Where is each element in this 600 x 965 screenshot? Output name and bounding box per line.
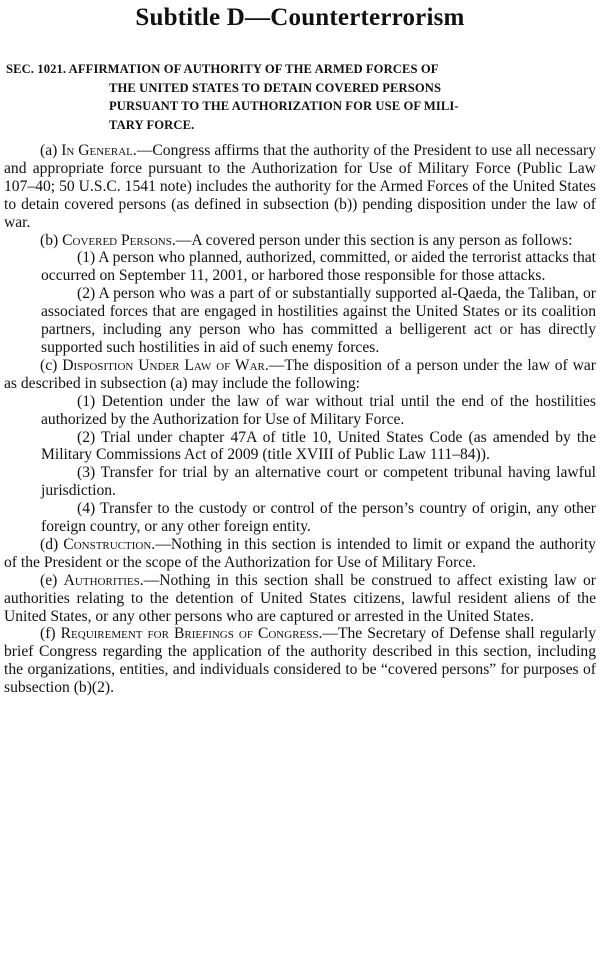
subsection-marker: (b)	[40, 231, 59, 249]
subsection-caption: Construction.	[63, 535, 156, 553]
paragraph-item: (2) A person who was a part of or substantially supported al-Qaeda, the Taliban, or associated forces that are engaged in hostilities against the United States or its coalition partners, including any person who has committed a belligerent act or has directly supported such hostilities in aid of such enemy forces.	[41, 285, 596, 356]
section-heading-line: THE UNITED STATES TO DETAIN COVERED PERSONS	[109, 80, 442, 95]
subtitle-heading: Subtitle D—Counterterrorism	[135, 4, 465, 31]
subsection-marker: (c)	[40, 356, 58, 374]
subsection-text: —A covered person under this section is any person as follows:	[175, 231, 573, 249]
subsection-d	[4, 536, 596, 572]
subsection-caption: Covered Persons.	[62, 231, 176, 249]
section-heading	[6, 60, 596, 134]
subsection-b	[4, 232, 596, 250]
paragraph-item: (4) Transfer to the custody or control of the person’s country of origin, any other foreign country, or any other foreign entity.	[41, 500, 596, 536]
subsection-caption: Requirement for Briefings of Congress.	[60, 625, 323, 643]
subsection-caption: In General.	[61, 142, 137, 159]
paragraph-item: (1) A person who planned, authorized, committed, or aided the terrorist attacks that occurred on September 11, 2001, or harbored those responsible for those attacks.	[41, 249, 596, 285]
subsection-c	[4, 357, 596, 393]
section-heading-line: SEC. 1021. AFFIRMATION OF AUTHORITY OF THE ARMED FORCES OF	[6, 62, 439, 76]
paragraph-item: (1) Detention under the law of war without trial until the end of the hostilities authorized by the Authorization for Use of Military Force.	[41, 392, 596, 428]
subsection-text: —Congress affirms that the authority of the President to use all necessary and appropriate force pursuant to the Authorization for Use of Military Force (Public Law 107–40; 50 U.S.C. 1541 note) includes the authority for the Armed Forces of the United States to detain covered persons (as defined in subsection (b)) pending disposition under the law of war.	[4, 142, 597, 231]
subsection-marker: (f)	[40, 625, 56, 643]
subsection-text: —Nothing in this section shall be construed to affect existing law or authorities relating to the detention of United States citizens, lawful resident aliens of the United States, or any other persons who are captured or arrested in the United States.	[4, 571, 596, 625]
subsection-marker: (a)	[40, 142, 58, 159]
section-body	[4, 142, 596, 697]
section-heading-line: PURSUANT TO THE AUTHORIZATION FOR USE OF MILI-	[109, 99, 459, 113]
paragraph-item: (2) Trial under chapter 47A of title 10, United States Code (as amended by the Military Commissions Act of 2009 (title XVIII of Public Law 111–84)).	[41, 428, 596, 464]
subsection-marker: (d)	[40, 535, 59, 553]
subsection-caption: Authorities.	[63, 571, 144, 589]
section-heading-line: TARY FORCE.	[109, 117, 195, 132]
subsection-text: —The Secretary of Defense shall regularly brief Congress regarding the application of the authority described in this section, including the organizations, entities, and individuals considered to be “covered persons” for purposes of subsection (b)(2).	[4, 625, 597, 697]
subsection-a	[4, 142, 596, 232]
subsection-caption: Disposition Under Law of War.	[62, 356, 269, 374]
subsection-text: —The disposition of a person under the law of war as described in subsection (a) may include the following:	[4, 356, 596, 392]
subsection-f	[4, 625, 596, 697]
paragraph-item: (3) Transfer for trial by an alternative court or competent tribunal having lawful jurisdiction.	[41, 464, 596, 500]
subsection-text: —Nothing in this section is intended to limit or expand the authority of the President or the scope of the Authorization for Use of Military Force.	[4, 535, 596, 571]
subsection-marker: (e)	[40, 571, 58, 589]
subsection-e	[4, 572, 596, 626]
